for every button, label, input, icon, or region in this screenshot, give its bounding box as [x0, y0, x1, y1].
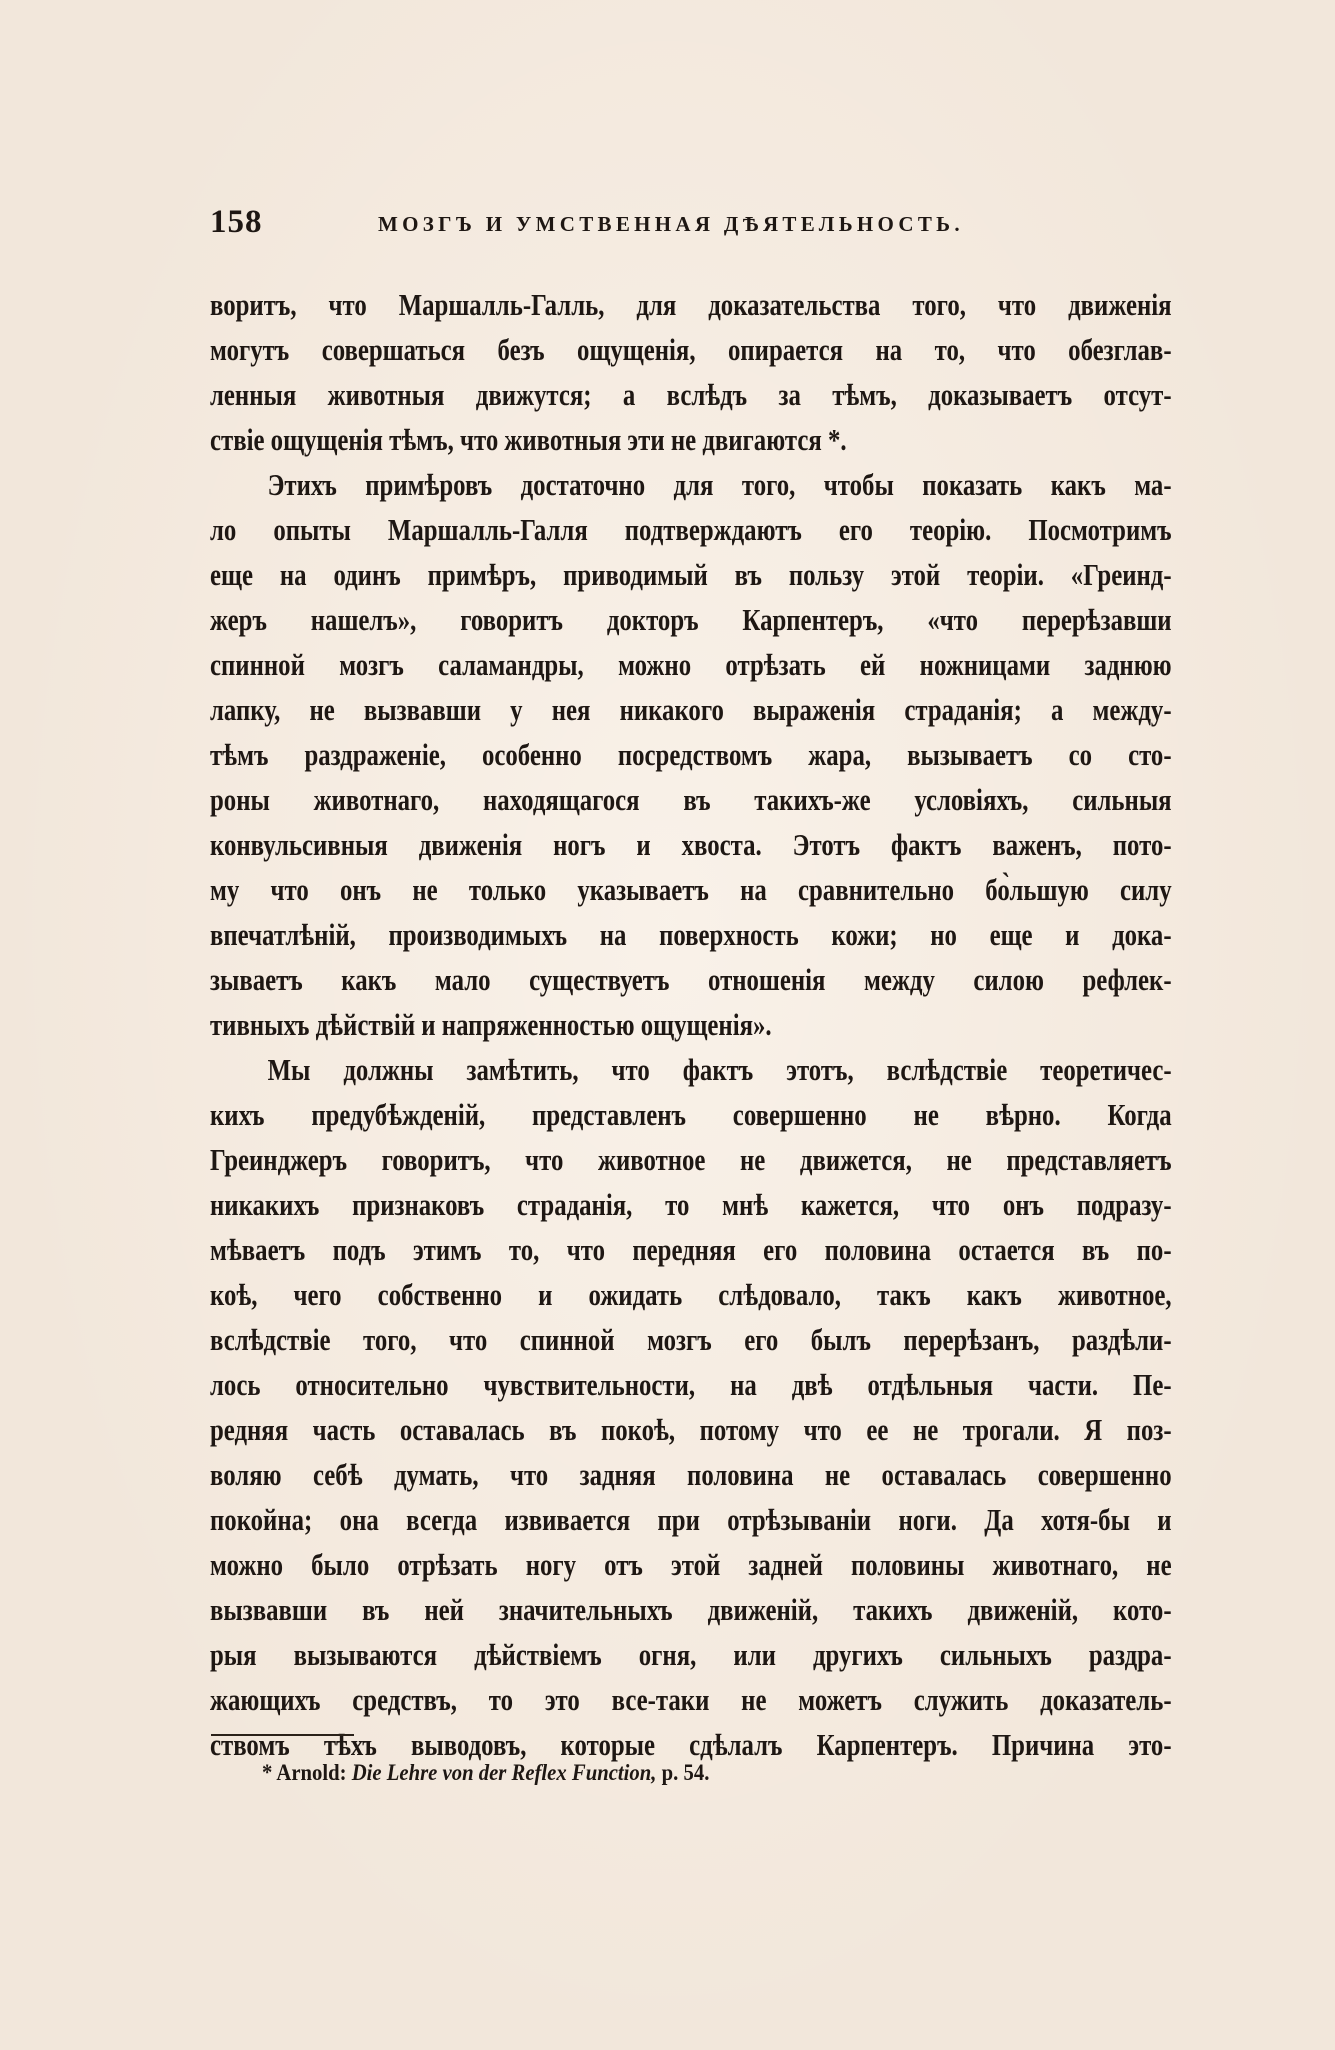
text-line: коѣ, чего собственно и ожидать слѣдовало, такъ какъ животное,: [210, 1277, 1172, 1312]
text-line: жающихъ средствъ, то это все-таки не можетъ служить доказатель-: [210, 1682, 1172, 1717]
text-line: могутъ совершаться безъ ощущенія, опирается на то, что обезглав-: [210, 332, 1172, 367]
text-line: ствомъ тѣхъ выводовъ, которые сдѣлалъ Карпентеръ. Причина это-: [210, 1727, 1172, 1762]
page-number: 158: [210, 204, 263, 240]
text-line: никакихъ признаковъ страданія, то мнѣ кажется, что онъ подразу-: [210, 1187, 1172, 1222]
text-line: Греинджеръ говоритъ, что животное не движется, не представляетъ: [210, 1142, 1172, 1177]
text-line: вслѣдствіе того, что спинной мозгъ его былъ перерѣзанъ, раздѣли-: [210, 1322, 1172, 1357]
text-line: зываетъ какъ мало существуетъ отношенія между силою рефлек-: [210, 962, 1172, 997]
footnote: [262, 1758, 709, 1788]
text-line: жеръ нашелъ», говоритъ докторъ Карпентеръ, «что перерѣзавши: [210, 602, 1172, 637]
text-line: ленныя животныя движутся; а вслѣдъ за тѣмъ, доказываетъ отсут-: [210, 377, 1172, 412]
text-line: конвульсивныя движенія ногъ и хвоста. Этотъ фактъ важенъ, пото-: [210, 827, 1172, 862]
text-line: мѣваетъ подъ этимъ то, что передняя его половина остается въ по-: [210, 1232, 1172, 1267]
footnote-title: Die Lehre von der Reflex Function,: [351, 1760, 657, 1785]
text-line: му что онъ не только указываетъ на сравнительно бо̀льшую силу: [210, 872, 1172, 907]
text-line: вызвавши въ ней значительныхъ движеній, такихъ движеній, кото-: [210, 1592, 1172, 1627]
footnote-page: p. 54.: [661, 1760, 710, 1785]
text-line: рыя вызываются дѣйствіемъ огня, или другихъ сильныхъ раздра-: [210, 1637, 1172, 1672]
text-line: кихъ предубѣжденій, представленъ совершенно не вѣрно. Когда: [210, 1097, 1172, 1132]
text-line: впечатлѣній, производимыхъ на поверхность кожи; но еще и дока-: [210, 917, 1172, 952]
footnote-rule: [211, 1734, 354, 1736]
text-line: редняя часть оставалась въ покоѣ, потому что ее не трогали. Я поз-: [210, 1412, 1172, 1447]
text-line: тѣмъ раздраженіе, особенно посредствомъ жара, вызываетъ со сто-: [210, 737, 1172, 772]
text-line: ло опыты Маршалль-Галля подтверждаютъ его теорію. Посмотримъ: [210, 512, 1172, 547]
text-line: ствіе ощущенія тѣмъ, что животныя эти не двигаются *.: [210, 422, 847, 457]
text-line: можно было отрѣзать ногу отъ этой задней половины животнаго, не: [210, 1547, 1172, 1582]
text-line: Мы должны замѣтить, что фактъ этотъ, вслѣдствіе теоретичес-: [267, 1052, 1172, 1087]
text-line: воритъ, что Маршалль-Галль, для доказательства того, что движенія: [210, 287, 1172, 322]
text-line: воляю себѣ думать, что задняя половина не оставалась совершенно: [210, 1457, 1172, 1492]
text-line: еще на одинъ примѣръ, приводимый въ пользу этой теоріи. «Греинд-: [210, 557, 1172, 592]
text-line: лапку, не вызвавши у нея никакого выраженія страданія; а между-: [210, 692, 1172, 727]
running-title: МОЗГЪ И УМСТВЕННАЯ ДѢЯТЕЛЬНОСТЬ.: [378, 212, 964, 236]
text-line: роны животнаго, находящагося въ такихъ-же условіяхъ, сильныя: [210, 782, 1172, 817]
running-head: [210, 204, 1070, 244]
text-line: лось относительно чувствительности, на двѣ отдѣльныя части. Пе-: [210, 1367, 1172, 1402]
body-text: [210, 282, 1172, 1767]
footnote-marker: *: [262, 1760, 273, 1785]
text-line: Этихъ примѣровъ достаточно для того, чтобы показать какъ ма-: [267, 467, 1172, 502]
text-line: спинной мозгъ саламандры, можно отрѣзать ей ножницами заднюю: [210, 647, 1172, 682]
footnote-author: Arnold:: [276, 1760, 347, 1785]
text-line: тивныхъ дѣйствій и напряженностью ощущенія».: [210, 1007, 772, 1042]
text-line: покойна; она всегда извивается при отрѣзываніи ноги. Да хотя-бы и: [210, 1502, 1172, 1537]
